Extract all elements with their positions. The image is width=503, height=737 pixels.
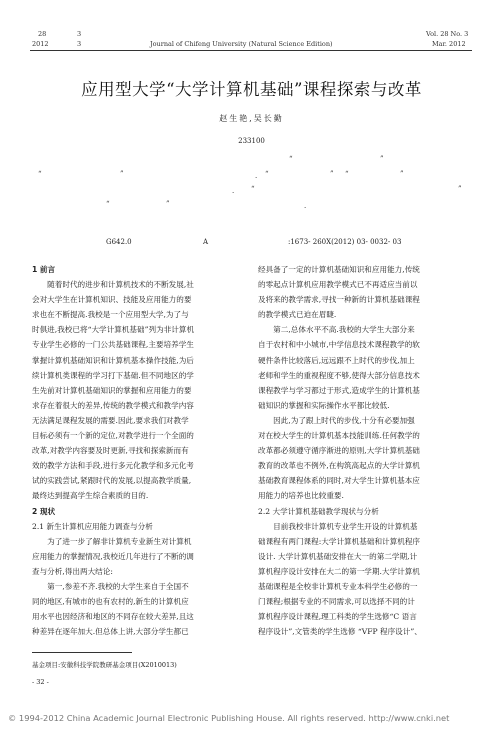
body-text-line: 础知识的掌握和实际操作水平都比较低. (258, 400, 390, 410)
body-text-line: 门课程;根据专业的不同需求,可以选择不同的计 (258, 597, 415, 607)
header-date-label: Mar. 2012 (432, 40, 466, 48)
body-column-right (258, 262, 476, 639)
body-text-line: 生先前对计算机基础知识的掌握和应用能力的要 (32, 385, 192, 395)
body-text-line: 老师和学生的重视程度不够,使得大部分信息技术 (258, 370, 420, 380)
body-text-line: 2.1 新生计算机应用能力调查与分析 (32, 521, 153, 531)
body-text-line: 目标必须有一个新的定位,对教学进行一个全面的 (32, 431, 194, 441)
abstract-mark: “ (106, 200, 110, 208)
body-text-line: 第一,参差不齐.我校的大学生来自于全国不 (32, 581, 189, 591)
body-text-line: 查与分析,得出两大结论: (32, 566, 113, 576)
abstract-mark: . (304, 202, 307, 210)
body-text-line: 2.2 大学计算机基础教学现状与分析 (258, 506, 379, 516)
body-text-line: 改革都必须遵守循序渐进的原则,大学计算机基础 (258, 446, 420, 456)
abstract-mark: “ (38, 170, 42, 178)
body-text-line: 求存在着很大的差异,传统的教学模式和教学内容 (32, 400, 194, 410)
body-text-line: 的教学模式已迫在眉睫. (258, 310, 337, 320)
body-column-left (32, 262, 250, 639)
body-text-line: 用能力的培养也比较重要. (258, 491, 344, 501)
section-heading: 1 前言 (32, 265, 56, 274)
body-text-line: 改革,对教学内容要及时更新,寻找和探索新而有 (32, 446, 189, 456)
header-issue-number-2: 3 (77, 40, 82, 48)
body-text-line: 无法满足课程发展的需要.因此,要求我们对教学 (32, 415, 189, 425)
body-text-line: 求也在不断提高.我校是一个应用型大学,为了与 (32, 310, 189, 320)
body-text-line: 基础教育课程体系的同时,对大学生计算机基本应 (258, 476, 420, 486)
body-text-line: 续计算机类课程的学习打下基础.但不同地区的学 (32, 370, 194, 380)
header-rule (30, 50, 472, 51)
body-text-line: 自于农村和中小城市,中学信息技术课程教学的软 (258, 340, 420, 350)
body-text-line: 因此,为了跟上时代的步伐,十分有必要加强 (258, 415, 415, 425)
body-text-line: 时俱进,我校已将“大学计算机基础”列为非计算机 (32, 325, 195, 335)
header-volume-label: Vol. 28 No. 3 (426, 30, 469, 38)
abstract-mark: . (232, 187, 235, 195)
body-text-line: 第二,总体水平不高.我校的大学生大部分来 (258, 325, 415, 335)
header-issue-number: 3 (77, 30, 82, 38)
article-id: :1673- 260X(2012) 03- 0032- 03 (288, 238, 402, 246)
abstract-mark: “ (265, 170, 269, 178)
body-text-line: 教育的改革也不例外,在构筑高起点的大学计算机 (258, 461, 420, 471)
abstract-mark: “ (289, 155, 293, 163)
body-text-line: 会对大学生在计算机知识、技能及应用能力的要 (32, 295, 192, 305)
body-text-line: 效的教学方法和手段,进行多元化教学和多元化考 (32, 461, 194, 471)
abstract-mark: “ (251, 185, 255, 193)
body-text-line: 试的实践尝试,紧跟时代的发展,以提高教学质量, (32, 476, 192, 486)
body-text-line: 种差异在逐年加大.但总体上讲,大部分学生都已 (32, 627, 189, 637)
body-text-line: 及将来的教学需求,寻找一种新的计算机基础课程 (258, 295, 420, 305)
body-text-line: 算机程序设计课程,理工科类的学生选修“C 语言 (258, 612, 417, 622)
header-journal-name: Journal of Chifeng University (Natural Science Edition) (150, 40, 333, 48)
body-text-line: 随着时代的进步和计算机技术的不断发展,社 (32, 280, 194, 290)
header-volume-number: 28 (38, 30, 47, 38)
abstract-mark: ” (400, 170, 404, 178)
affiliation-postcode: 233100 (238, 137, 265, 145)
body-text-line: 最终达到提高学生综合素质的目的. (32, 491, 149, 501)
body-text-line: 为了进一步了解非计算机专业新生对计算机 (32, 536, 192, 546)
body-text-line: 同的地区,有城市的也有农村的,新生的计算机应 (32, 597, 189, 607)
body-text-line: 用水平也因经济和地区的不同存在较大差异,且这 (32, 612, 194, 622)
body-text-line: 程序设计”,文管类的学生选修 “VFP 程序设计”、 (258, 627, 422, 637)
body-text-line: 的零起点计算机应用教学模式已不再适应当前以 (258, 280, 418, 290)
section-heading: 2 现状 (32, 506, 56, 516)
body-text-line: 目前我校非计算机专业学生开设的计算机基 (258, 521, 418, 531)
page-number: - 32 - (32, 678, 49, 686)
body-text-line: 经具备了一定的计算机基础知识和应用能力,传统 (258, 265, 420, 274)
abstract-mark: ” (330, 170, 334, 178)
body-text-line: 算机程序设计安排在大二的第一学期.大学计算机 (258, 566, 420, 576)
footnote-rule (32, 652, 132, 653)
header-year: 2012 (32, 40, 49, 48)
body-text-line: 设计. 大学计算机基础安排在大一的第二学期,计 (258, 551, 418, 561)
body-text-line: 基础课程是全校非计算机专业本科学生必修的一 (258, 581, 418, 591)
body-text-line: 础课程有两门课程:大学计算机基础和计算机程序 (258, 536, 421, 546)
abstract-mark: ” (120, 170, 124, 178)
footnote-funding: 基金项目:安徽科技学院教研基金项目(X2010013) (32, 661, 177, 669)
abstract-mark: ” (458, 185, 462, 193)
body-text-line: 掌握计算机基础知识和计算机基本操作技能,为后 (32, 355, 194, 365)
body-text-line: 对在校大学生的计算机基本技能训练.任何教学的 (258, 431, 420, 441)
abstract-mark: ” (380, 155, 384, 163)
body-text-line: 专业学生必修的一门公共基础课程,主要培养学生 (32, 340, 194, 350)
paper-title: 应用型大学“大学计算机基础”课程探索与改革 (81, 80, 422, 99)
abstract-mark: ” (166, 200, 170, 208)
abstract-mark: “ (345, 170, 349, 178)
copyright-notice: © 1994-2012 China Academic Journal Electronic Publishing House. All rights reserved. http://www.cnki.net (8, 713, 450, 723)
body-text-line: 应用能力的掌握情况,我校近几年进行了不断的调 (32, 551, 194, 561)
clc-number: G642.0 (106, 238, 132, 246)
body-text-line: 课程教学与学习都过于形式,造成学生的计算机基 (258, 385, 420, 395)
document-code: A (203, 238, 209, 246)
body-text-line: 硬件条件比较落后,远远跟不上时代的步伐,加上 (258, 355, 415, 365)
abstract-mark: . (255, 172, 258, 180)
paper-authors: 赵生艳,吴长勤 (219, 114, 284, 123)
